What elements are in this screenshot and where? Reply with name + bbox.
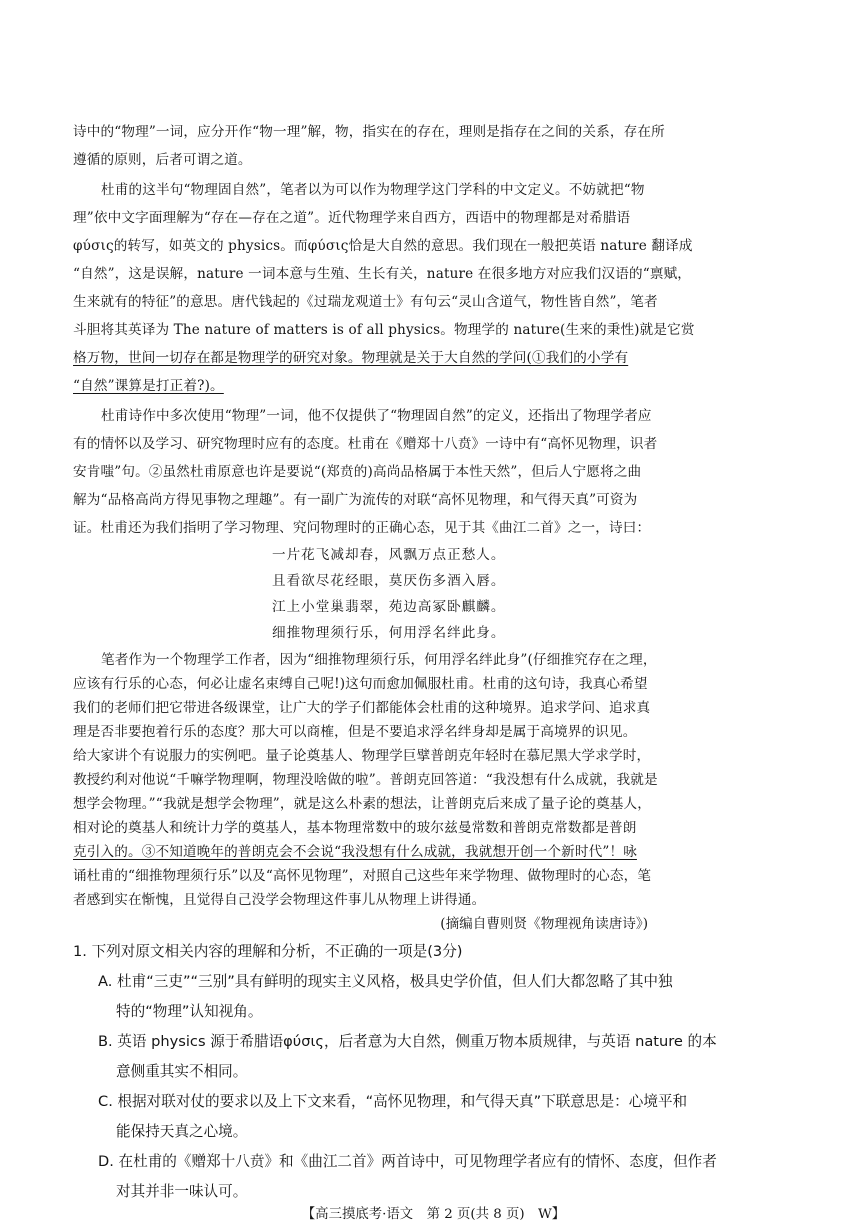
passage-line: 者感到实在惭愧，且觉得自己没学会物理这件事儿从物理上讲得通。 bbox=[73, 892, 486, 908]
question-stem: 1. 下列对原文相关内容的理解和分析，不正确的一项是(3分) bbox=[73, 943, 463, 960]
passage-line: 给大家讲个有说服力的实例吧。量子论奠基人、物理学巨擘普朗克年轻时在慕尼黑大学求学时， bbox=[73, 748, 651, 764]
passage-line: 证。杜甫还为我们指明了学习物理、究问物理时的正确心态，见于其《曲江二首》之一，诗曰： bbox=[73, 520, 651, 536]
poem-line: 江上小堂巢翡翠，苑边高冢卧麒麟。 bbox=[272, 599, 506, 615]
option-a: A. 杜甫“三吏”“三别”具有鲜明的现实主义风格，极具史学价值，但人们大都忽略了其中独 bbox=[98, 973, 673, 990]
passage-line: “自然”课算是打正着?)。 bbox=[73, 378, 224, 394]
passage-line: 安肯嗤”句。②虽然杜甫原意也许是要说“(郑贲的)高尚品格属于本性天然”，但后人宁愿将之曲 bbox=[73, 464, 642, 480]
passage-line: φύσις的转写，如英文的 physics。而φύσις恰是大自然的意思。我们现在一般把英语 nature 翻译成 bbox=[73, 238, 693, 254]
passage-line: 理是否非要抱着行乐的态度？那大可以商榷，但是不要追求浮名绊身却是属于高境界的识见。 bbox=[73, 724, 637, 740]
passage-line: 相对论的奠基人和统计力学的奠基人，基本物理常数中的玻尔兹曼常数和普朗克常数都是普朗 bbox=[73, 820, 637, 836]
option-a-cont: 特的“物理”认知视角。 bbox=[116, 1003, 263, 1020]
passage-line: 克引入的。③不知道晚年的普朗克会不会说“我没想有什么成就，我就想开创一个新时代”！咏 bbox=[73, 844, 637, 860]
passage-line: 教授约利对他说“千嘛学物理啊，物理没啥做的啦”。普朗克回答道：“我没想有什么成就，我就是 bbox=[73, 772, 658, 788]
passage-line: 想学会物理。”“我就是想学会物理”，就是这么朴素的想法，让普朗克后来成了量子论的奠基人， bbox=[73, 796, 651, 812]
passage-line: 杜甫诗作中多次使用“物理”一词，他不仅提供了“物理固自然”的定义，还指出了物理学者应 bbox=[101, 408, 652, 424]
source-attribution: (摘编自曹则贤《物理视角读唐诗》) bbox=[440, 916, 648, 932]
passage-line: 诵杜甫的“细推物理须行乐”以及“高怀见物理”，对照自己这些年来学物理、做物理时的心态，笔 bbox=[73, 868, 652, 884]
page-footer: 【高三摸底考·语文 第 2 页(共 8 页) W】 bbox=[301, 1207, 566, 1222]
passage-line: 生来就有的特征”的意思。唐代钱起的《过瑞龙观道士》有句云“灵山含道气，物性皆自然”，笔者 bbox=[73, 294, 658, 310]
option-b-cont: 意侧重其实不相同。 bbox=[116, 1063, 248, 1080]
passage-line: 格万物，世间一切存在都是物理学的研究对象。物理就是关于大自然的学问(①我们的小学有 bbox=[73, 350, 629, 366]
passage-line: 应该有行乐的心态，何必让虚名束缚自己呢!)这句而愈加佩服杜甫。杜甫的这句诗，我真心希望 bbox=[73, 676, 648, 692]
option-c-cont: 能保持天真之心境。 bbox=[116, 1123, 248, 1140]
passage-line: 有的情怀以及学习、研究物理时应有的态度。杜甫在《赠郑十八贲》一诗中有“高怀见物理，识者 bbox=[73, 436, 658, 452]
poem-line: 且看欲尽花经眼，莫厌伤多酒入唇。 bbox=[272, 573, 506, 589]
passage-line: 解为“品格高尚方得见事物之理趣”。有一副广为流传的对联“高怀见物理，和气得天真”可资为 bbox=[73, 492, 638, 508]
poem-line: 细推物理须行乐，何用浮名绊此身。 bbox=[272, 625, 506, 641]
passage-line: “自然”，这是误解，nature 一词本意与生殖、生长有关，nature 在很多地方对应我们汉语的“禀赋， bbox=[73, 266, 692, 282]
passage-line: 理”依中文字面理解为“存在—存在之道”。近代物理学来自西方，西语中的物理都是对希腊语 bbox=[73, 210, 631, 226]
passage-line: 遵循的原则，后者可谓之道。 bbox=[73, 152, 252, 168]
option-d: D. 在杜甫的《赠郑十八贲》和《曲江二首》两首诗中，可见物理学者应有的情怀、态度，但作者 bbox=[98, 1153, 717, 1170]
passage-line: 杜甫的这半句“物理固自然”，笔者以为可以作为物理学这门学科的中文定义。不妨就把“物 bbox=[101, 182, 645, 198]
poem-line: 一片花飞减却春，风飘万点正愁人。 bbox=[272, 547, 506, 563]
passage-line: 斗胆将其英译为 The nature of matters is of all physics。物理学的 nature(生来的秉性)就是它赏 bbox=[73, 322, 695, 338]
option-c: C. 根据对联对仗的要求以及上下文来看，“高怀见物理，和气得天真”下联意思是：心境平和 bbox=[98, 1093, 688, 1110]
option-d-cont: 对其并非一味认可。 bbox=[116, 1183, 248, 1200]
passage-line: 我们的老师们把它带进各级课堂，让广大的学子们都能体会杜甫的这种境界。追求学问、追求真 bbox=[73, 700, 651, 716]
option-b: B. 英语 physics 源于希腊语φύσις，后者意为大自然，侧重万物本质规律，与英语 nature 的本 bbox=[98, 1033, 717, 1050]
passage-line: 诗中的“物理”一词，应分开作“物一理”解，物，指实在的存在，理则是指存在之间的关系，存在所 bbox=[73, 124, 665, 140]
passage-line: 笔者作为一个物理学工作者，因为“细推物理须行乐，何用浮名绊此身”(仔细推究存在之理， bbox=[101, 652, 657, 668]
